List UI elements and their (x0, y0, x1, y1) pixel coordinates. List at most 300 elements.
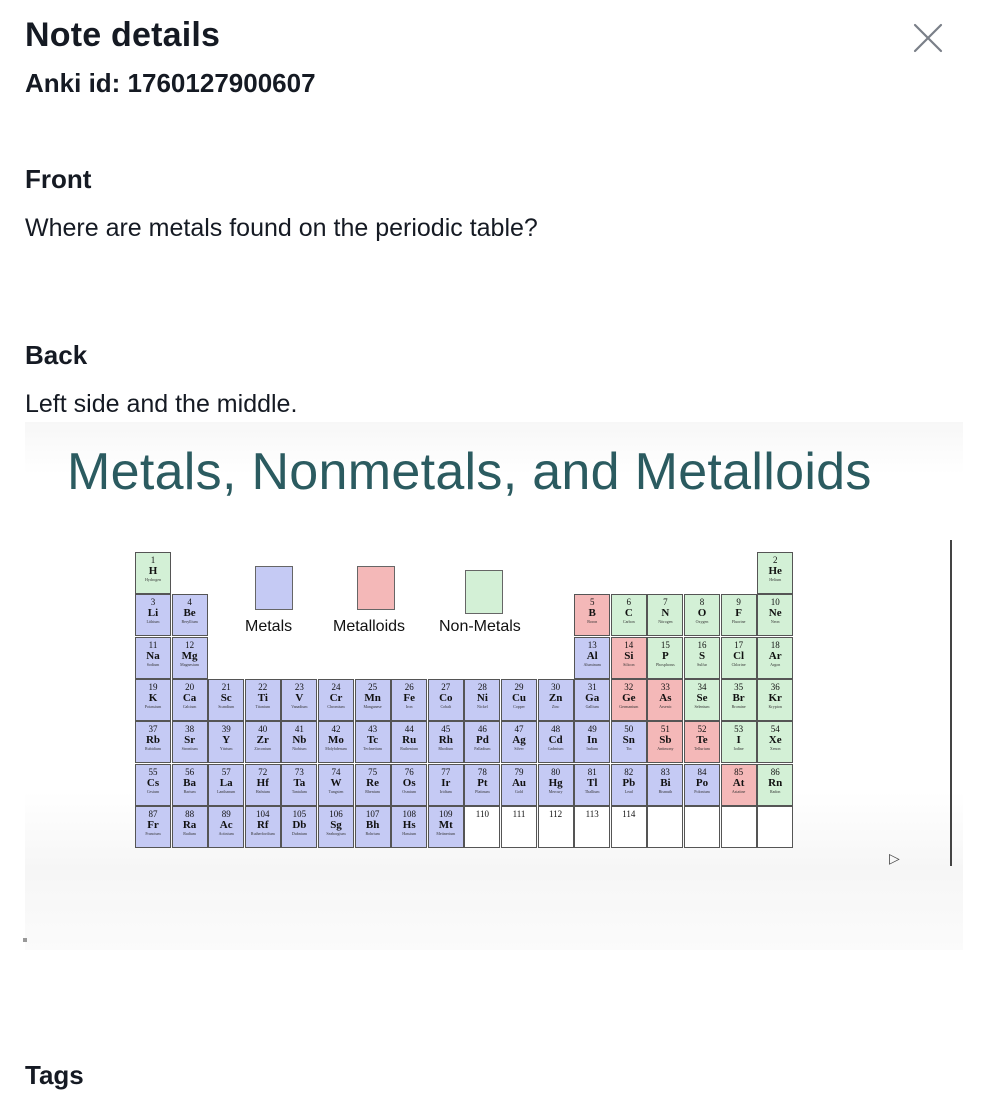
element-name: Fluorine (731, 619, 746, 625)
element-number: 108 (402, 808, 416, 819)
legend-metalloids-label: Metalloids (333, 618, 406, 635)
element-symbol: Bh (365, 818, 380, 831)
element-cell (647, 721, 683, 763)
element-number: 30 (551, 681, 561, 692)
element-symbol: Pd (475, 734, 489, 747)
element-number: 2 (772, 555, 778, 565)
element-number: 78 (477, 766, 487, 777)
element-number: 45 (441, 724, 451, 735)
element-name: Carbon (622, 619, 635, 625)
artifact-mark (23, 938, 27, 942)
element-name: Zinc (551, 703, 560, 709)
element-cell (391, 679, 427, 721)
element-symbol: Rb (145, 734, 161, 747)
element-name: Bohrium (365, 830, 380, 836)
element-number: 20 (185, 681, 195, 692)
element-cell (574, 764, 610, 806)
element-symbol: Hg (548, 776, 563, 789)
close-icon (910, 20, 946, 56)
element-symbol: Zn (548, 691, 563, 704)
element-name: Cadmium (547, 746, 564, 752)
element-cell (318, 764, 354, 806)
element-cell (574, 806, 610, 848)
element-name: Radium (183, 830, 196, 836)
element-number: 55 (148, 766, 158, 777)
element-name: Ruthenium (400, 746, 419, 752)
element-cell (611, 637, 647, 679)
element-symbol: Db (292, 818, 307, 831)
element-number: 21 (221, 681, 231, 692)
element-symbol: Cd (548, 734, 563, 747)
element-symbol: Bi (660, 776, 671, 789)
element-number: 107 (365, 808, 380, 819)
element-number: 32 (624, 681, 634, 692)
element-number: 42 (331, 724, 341, 735)
element-cell (684, 679, 720, 721)
element-cell (464, 721, 500, 763)
element-symbol: H (148, 565, 158, 577)
element-number: 88 (185, 808, 195, 819)
element-name: Chlorine (731, 661, 746, 667)
element-symbol: Rf (256, 818, 269, 831)
element-symbol: N (661, 607, 670, 620)
element-name: Zirconium (254, 746, 272, 752)
element-cell (391, 721, 427, 763)
element-symbol: I (736, 734, 741, 747)
element-cell (647, 637, 683, 679)
element-number: 12 (185, 639, 195, 650)
element-symbol: K (148, 691, 158, 704)
element-symbol: Cs (146, 776, 160, 789)
element-cell (684, 806, 720, 848)
element-cell (757, 679, 793, 721)
element-name: Selenium (694, 703, 710, 709)
element-name: Tungsten (328, 788, 344, 794)
element-number: 72 (258, 766, 268, 777)
element-cell (245, 764, 281, 806)
element-symbol: Hf (256, 776, 269, 789)
element-number: 34 (697, 681, 707, 692)
element-symbol: Mt (438, 818, 453, 831)
element-number: 106 (329, 808, 343, 819)
element-symbol: Hs (402, 818, 416, 831)
element-cell (574, 594, 610, 636)
element-number: 76 (404, 766, 414, 777)
element-cell (757, 721, 793, 763)
legend-nonmetals-swatch (465, 570, 503, 614)
element-cell (172, 721, 208, 763)
element-name: Rutherfordium (250, 830, 275, 836)
element-name: Xenon (769, 746, 781, 752)
element-symbol: B (588, 607, 596, 620)
element-cell (135, 764, 171, 806)
element-name: Aluminum (583, 661, 601, 667)
back-text: Left side and the middle. (25, 390, 298, 418)
element-cell (135, 806, 171, 848)
element-symbol: La (219, 776, 233, 789)
element-symbol: Ta (293, 776, 306, 789)
element-cell (684, 764, 720, 806)
element-name: Mercury (548, 788, 563, 794)
element-name: Astatine (731, 788, 746, 794)
element-number: 47 (514, 724, 524, 735)
element-name: Molybdenum (325, 746, 347, 752)
element-name: Thallium (584, 788, 600, 794)
element-symbol: Ru (402, 734, 417, 747)
element-number: 86 (770, 766, 780, 777)
element-number: 8 (699, 597, 705, 608)
element-name: Iodine (733, 746, 744, 752)
element-name: Tin (626, 746, 632, 752)
legend-metals-swatch (255, 566, 293, 610)
element-symbol: Ge (622, 691, 636, 704)
element-symbol: P (662, 649, 669, 662)
element-number: 44 (404, 724, 414, 735)
element-number: 18 (770, 639, 780, 650)
element-name: Lead (624, 788, 633, 794)
element-number: 56 (185, 766, 195, 777)
element-symbol: O (697, 607, 707, 620)
element-name: Technetium (363, 746, 382, 752)
element-number: 26 (404, 681, 414, 692)
element-cell (355, 721, 391, 763)
back-image (25, 422, 963, 950)
element-name: Calcium (182, 703, 197, 709)
element-cell (172, 764, 208, 806)
element-cell (721, 594, 757, 636)
element-number: 54 (770, 724, 780, 735)
element-number: 9 (736, 597, 741, 608)
element-name: Manganese (363, 703, 382, 709)
front-label: Front (25, 164, 92, 194)
element-cell (647, 764, 683, 806)
element-name: Actinium (218, 830, 234, 836)
element-number: 3 (150, 597, 156, 608)
element-symbol: Kr (768, 691, 782, 704)
element-symbol: Cl (733, 649, 745, 662)
element-number: 28 (477, 681, 487, 692)
element-number: 27 (441, 681, 451, 692)
element-number: 84 (697, 766, 707, 777)
element-cell (208, 764, 244, 806)
element-number: 80 (551, 766, 561, 777)
element-cell (464, 679, 500, 721)
element-cell (464, 764, 500, 806)
element-cell (501, 721, 537, 763)
element-number: 105 (292, 808, 307, 819)
element-name: Bismuth (658, 788, 673, 794)
element-number: 39 (221, 724, 231, 735)
element-number: 79 (514, 766, 524, 777)
element-symbol: Pt (477, 776, 488, 789)
element-symbol: Mn (364, 691, 381, 704)
element-symbol: Ra (182, 818, 197, 831)
element-symbol: Os (402, 776, 416, 789)
element-number: 41 (294, 724, 304, 735)
element-cell (538, 721, 574, 763)
element-cell (428, 806, 464, 848)
element-number: 38 (185, 724, 195, 735)
element-cell (391, 764, 427, 806)
element-symbol: Rh (438, 734, 453, 747)
element-number: 13 (587, 639, 597, 650)
element-cell (684, 721, 720, 763)
element-name: Oxygen (695, 619, 709, 625)
element-cell (538, 806, 574, 848)
element-cell (281, 764, 317, 806)
element-symbol: Sr (184, 734, 196, 747)
element-name: Indium (586, 746, 598, 752)
element-number: 22 (258, 681, 268, 692)
element-name: Nitrogen (658, 619, 673, 625)
element-name: Polonium (694, 788, 710, 794)
element-number: 37 (148, 724, 158, 735)
element-name: Chromium (327, 703, 345, 709)
element-name: Osmium (402, 788, 417, 794)
element-cell (428, 721, 464, 763)
element-cell (135, 679, 171, 721)
element-number: 49 (587, 724, 597, 735)
element-symbol: Mo (328, 734, 344, 747)
element-cell (757, 637, 793, 679)
element-cell (318, 721, 354, 763)
element-name: Barium (183, 788, 196, 794)
element-symbol: Sn (622, 734, 635, 747)
element-number: 110 (475, 808, 489, 819)
element-number: 7 (663, 597, 668, 608)
element-cell (611, 721, 647, 763)
element-symbol: Cu (511, 691, 527, 704)
element-name: Copper (513, 703, 525, 709)
element-cell (757, 806, 793, 848)
element-cell (391, 806, 427, 848)
element-symbol: In (586, 734, 598, 747)
element-symbol: S (698, 649, 706, 662)
element-name: Germanium (619, 703, 639, 709)
element-cell (611, 594, 647, 636)
element-number: 81 (587, 766, 597, 777)
element-number: 87 (148, 808, 158, 819)
element-name: Yttrium (219, 746, 233, 752)
element-name: Strontium (181, 746, 198, 752)
element-symbol: Ni (476, 691, 488, 704)
element-name: Gallium (585, 703, 599, 709)
element-number: 29 (514, 681, 524, 692)
element-cell (538, 679, 574, 721)
element-cell (428, 679, 464, 721)
element-name: Neon (770, 619, 780, 625)
element-number: 15 (660, 639, 670, 650)
element-number: 113 (585, 808, 599, 819)
element-symbol: Fe (403, 691, 415, 704)
element-name: Platinum (475, 788, 490, 794)
element-cell (647, 679, 683, 721)
element-cell (538, 764, 574, 806)
element-name: Krypton (768, 703, 782, 709)
element-number: 11 (148, 639, 158, 650)
element-name: Hydrogen (145, 577, 161, 582)
tags-label: Tags (25, 1060, 84, 1090)
element-symbol: Sg (330, 818, 342, 831)
element-name: Cesium (146, 788, 160, 794)
element-number: 111 (512, 808, 526, 819)
element-name: Beryllium (181, 619, 198, 625)
element-cell (245, 679, 281, 721)
element-cell (208, 721, 244, 763)
element-cell (135, 637, 171, 679)
element-cell (574, 679, 610, 721)
element-symbol: Fr (147, 818, 159, 831)
element-name: Boron (587, 619, 598, 625)
element-name: Nickel (477, 703, 488, 709)
image-edge-line (950, 540, 952, 866)
element-number: 35 (734, 681, 744, 692)
element-symbol: Ag (512, 734, 526, 747)
element-cell (281, 806, 317, 848)
element-number: 5 (589, 597, 595, 608)
element-name: Rhenium (365, 788, 380, 794)
element-name: Scandium (218, 703, 235, 709)
element-number: 51 (660, 724, 670, 735)
element-symbol: Ba (183, 776, 197, 789)
element-symbol: Zr (256, 734, 269, 747)
element-cell (684, 637, 720, 679)
element-name: Hassium (402, 830, 417, 836)
element-symbol: Be (183, 607, 196, 620)
element-name: Tellurium (694, 746, 710, 752)
element-number: 40 (258, 724, 268, 735)
element-cell (355, 764, 391, 806)
element-name: Lithium (146, 619, 160, 625)
element-cell (355, 806, 391, 848)
element-symbol: Ne (768, 607, 782, 620)
element-cell (208, 806, 244, 848)
element-name: Arsenic (659, 703, 672, 709)
element-symbol: At (732, 776, 745, 789)
element-symbol: Se (696, 691, 708, 704)
element-cell (281, 721, 317, 763)
element-cell (757, 764, 793, 806)
element-name: Dubnium (291, 830, 307, 836)
element-name: Seaborgium (326, 830, 346, 836)
element-cell (757, 594, 793, 636)
element-cell (245, 721, 281, 763)
element-symbol: Po (695, 776, 709, 789)
element-symbol: He (768, 565, 782, 577)
element-number: 48 (551, 724, 561, 735)
element-cell (208, 679, 244, 721)
element-number: 89 (221, 808, 231, 819)
element-name: Lanthanum (217, 788, 236, 794)
element-cell (281, 679, 317, 721)
element-name: Helium (769, 577, 782, 582)
element-symbol: Co (439, 691, 453, 704)
cursor-icon: ▷ (889, 850, 900, 866)
element-cell (501, 764, 537, 806)
element-symbol: Li (147, 607, 159, 620)
element-number: 33 (660, 681, 670, 692)
element-symbol: Y (222, 734, 231, 747)
element-cell (245, 806, 281, 848)
element-symbol: Te (696, 734, 708, 747)
legend-metalloids-swatch (357, 566, 395, 610)
element-symbol: Au (511, 776, 527, 789)
element-symbol: Si (624, 649, 634, 662)
element-cell (355, 679, 391, 721)
element-number: 112 (549, 808, 563, 819)
element-symbol: V (295, 691, 304, 704)
element-symbol: Nb (292, 734, 307, 747)
element-symbol: Ac (219, 818, 233, 831)
element-symbol: Ar (768, 649, 782, 662)
element-name: Sulfur (697, 661, 707, 667)
element-cell (611, 806, 647, 848)
element-symbol: Pb (622, 776, 636, 789)
back-label: Back (25, 340, 88, 370)
element-symbol: Ir (441, 776, 451, 789)
element-number: 24 (331, 681, 341, 692)
element-cell (574, 637, 610, 679)
element-symbol: C (624, 607, 633, 620)
element-symbol: W (330, 776, 342, 789)
element-cell (172, 594, 208, 636)
element-symbol: Ti (257, 691, 268, 704)
element-cell (721, 679, 757, 721)
element-name: Magnesium (180, 661, 200, 667)
element-cell (721, 764, 757, 806)
element-cell (135, 594, 171, 636)
element-name: Hafnium (255, 788, 270, 794)
close-button[interactable] (910, 20, 946, 56)
legend-nonmetals-label: Non-Metals (439, 618, 521, 635)
element-cell (757, 552, 793, 594)
element-symbol: Mg (181, 649, 198, 662)
element-number: 104 (256, 808, 270, 819)
element-number: 16 (697, 639, 707, 650)
element-number: 1 (150, 555, 156, 565)
element-cell (611, 679, 647, 721)
element-number: 17 (734, 639, 744, 650)
element-cell (647, 594, 683, 636)
image-title: Metals, Nonmetals, and Metalloids (67, 443, 872, 501)
element-name: Cobalt (440, 703, 452, 709)
element-symbol: Tc (366, 734, 379, 747)
element-cell (684, 594, 720, 636)
element-number: 109 (439, 808, 453, 819)
element-cell (172, 806, 208, 848)
element-number: 43 (368, 724, 378, 735)
element-symbol: Sb (659, 734, 672, 747)
element-number: 10 (770, 597, 780, 608)
element-cell (647, 806, 683, 848)
element-cell (135, 721, 171, 763)
element-name: Francium (145, 830, 161, 836)
element-name: Rhodium (438, 746, 454, 752)
element-name: Gold (515, 788, 523, 794)
element-symbol: Xe (768, 734, 782, 747)
element-cell (428, 764, 464, 806)
element-cell (721, 637, 757, 679)
element-number: 83 (660, 766, 670, 777)
element-name: Iron (405, 703, 413, 709)
element-symbol: Br (732, 691, 745, 704)
element-name: Antimony (657, 746, 674, 752)
element-name: Titanium (255, 703, 271, 709)
element-number: 57 (221, 766, 231, 777)
element-number: 46 (477, 724, 487, 735)
element-number: 53 (734, 724, 744, 735)
element-name: Palladium (474, 746, 491, 752)
